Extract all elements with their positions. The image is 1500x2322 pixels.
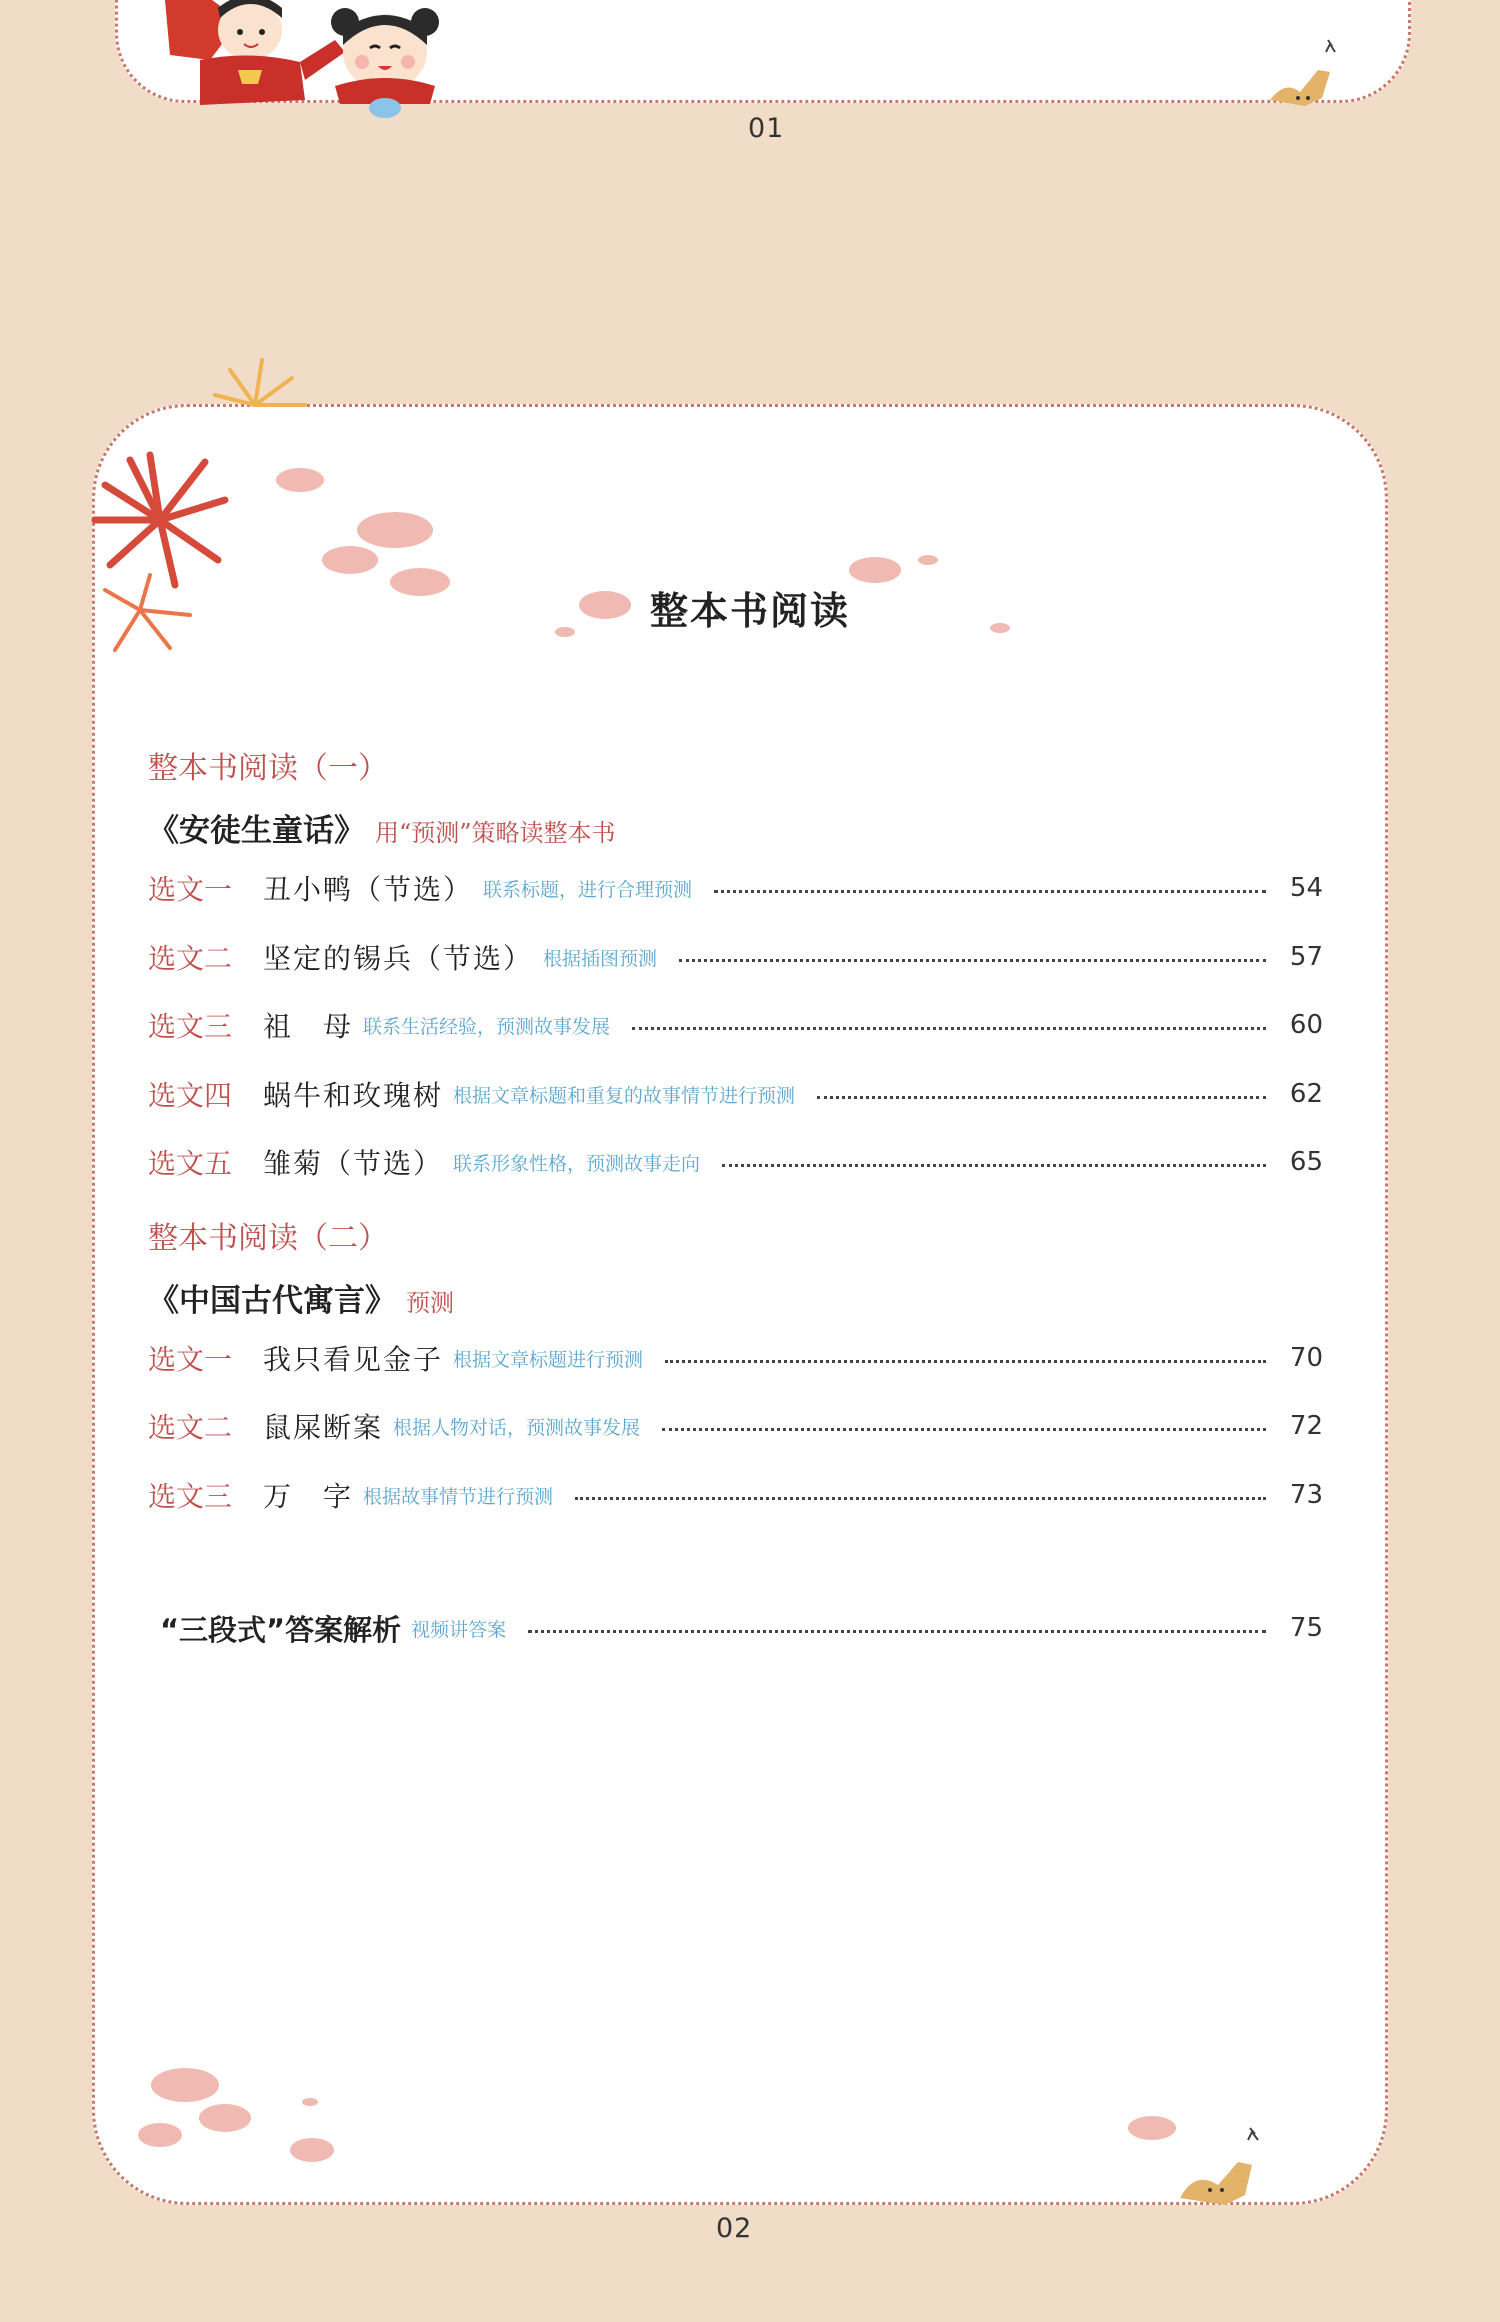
toc-entry[interactable] <box>148 1406 1323 1446</box>
entry-name: 丑小鸭（节选） <box>263 873 474 906</box>
dot-leader <box>665 1360 1266 1363</box>
entry-note: 联系形象性格，预测故事走向 <box>453 1152 701 1175</box>
dot-leader <box>817 1096 1266 1099</box>
answers-entry[interactable] <box>148 1608 1323 1648</box>
section-heading: 整本书阅读 <box>649 589 850 633</box>
entry-page: 62 <box>1289 1079 1323 1109</box>
book-title: 《安徒生童话》 <box>148 813 365 849</box>
entry-note: 根据故事情节进行预测 <box>363 1485 554 1508</box>
dot-leader <box>714 890 1266 893</box>
part-title-2: 整本书阅读（二） <box>148 1221 388 1256</box>
page-number: 01 <box>748 113 785 144</box>
entry-name: 万 字 <box>263 1480 354 1513</box>
dot-leader <box>662 1428 1266 1431</box>
entry-name: 祖 母 <box>263 1010 354 1043</box>
entry-page: 72 <box>1289 1411 1323 1441</box>
entry-note: 根据插图预测 <box>543 947 658 970</box>
book-line-2 <box>148 1275 454 1320</box>
toc-entry[interactable] <box>148 1338 1323 1378</box>
entry-page: 60 <box>1289 1010 1323 1040</box>
toc-entry[interactable] <box>148 937 1323 977</box>
deer-decoration-bottom <box>1180 2128 1258 2205</box>
entry-note: 联系生活经验，预测故事发展 <box>363 1015 611 1038</box>
entry-note: 根据文章标题进行预测 <box>453 1348 644 1371</box>
entry-label: 选文四 <box>148 1079 233 1112</box>
entry-name: 雏菊（节选） <box>263 1147 444 1180</box>
book-title: 《中国古代寓言》 <box>148 1283 396 1319</box>
answers-name: “三段式”答案解析 <box>160 1612 402 1647</box>
dot-leader <box>722 1164 1266 1167</box>
dot-leader <box>632 1027 1266 1030</box>
part-title-1: 整本书阅读（一） <box>148 751 388 786</box>
answers-page: 75 <box>1289 1613 1323 1643</box>
answers-note: 视频讲答案 <box>411 1618 507 1641</box>
entry-note: 根据人物对话，预测故事发展 <box>393 1416 641 1439</box>
dot-leader <box>528 1630 1266 1633</box>
entry-page: 70 <box>1289 1343 1323 1373</box>
entry-name: 鼠屎断案 <box>263 1411 384 1444</box>
toc-entry[interactable] <box>148 1142 1323 1182</box>
entry-label: 选文三 <box>148 1480 233 1513</box>
book-line-1 <box>148 805 616 850</box>
entry-label: 选文二 <box>148 1411 233 1444</box>
entry-label: 选文三 <box>148 1010 233 1043</box>
entry-label: 选文五 <box>148 1147 233 1180</box>
entry-note: 根据文章标题和重复的故事情节进行预测 <box>453 1084 796 1107</box>
entry-label: 选文一 <box>148 1343 233 1376</box>
dot-leader <box>679 959 1266 962</box>
entry-page: 57 <box>1289 942 1323 972</box>
entry-page: 65 <box>1289 1147 1323 1177</box>
toc-entry[interactable] <box>148 868 1323 908</box>
entry-name: 坚定的锡兵（节选） <box>263 942 534 975</box>
toc-entry[interactable] <box>148 1475 1323 1515</box>
entry-page: 73 <box>1289 1480 1323 1510</box>
toc-entry[interactable] <box>148 1005 1323 1045</box>
toc-entry[interactable] <box>148 1074 1323 1114</box>
entry-label: 选文二 <box>148 942 233 975</box>
book-strategy: 预测 <box>406 1289 454 1317</box>
entry-page: 54 <box>1289 873 1323 903</box>
entry-label: 选文一 <box>148 873 233 906</box>
book-strategy: 用“预测”策略读整本书 <box>375 819 616 847</box>
page-number: 02 <box>716 2213 753 2244</box>
dot-leader <box>575 1497 1266 1500</box>
entry-name: 蜗牛和玫瑰树 <box>263 1079 444 1112</box>
entry-name: 我只看见金子 <box>263 1343 444 1376</box>
entry-note: 联系标题，进行合理预测 <box>483 878 693 901</box>
